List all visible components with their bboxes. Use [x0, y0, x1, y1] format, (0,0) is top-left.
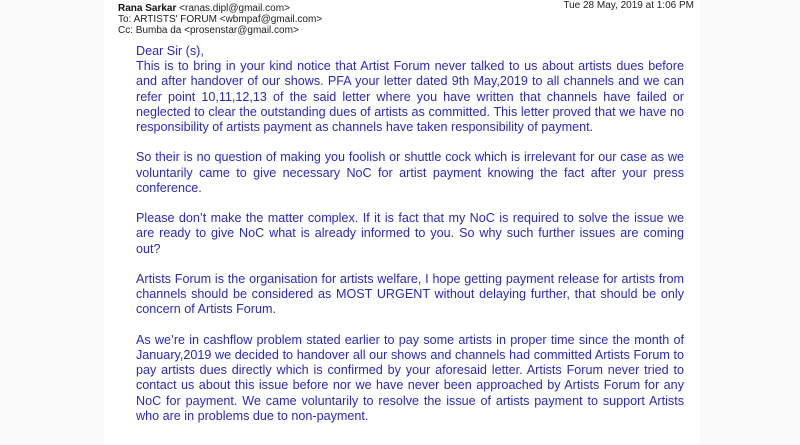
email-date: Tue 28 May, 2019 at 1:06 PM — [563, 0, 694, 11]
sender-name: Rana Sarkar — [118, 3, 177, 14]
sender-address: <ranas.dipl@gmail.com> — [179, 3, 290, 14]
right-margin — [696, 0, 800, 445]
paragraph-5: As we’re in cashflow problem stated earlier to pay some artists in proper time since the month of January,2019 we decided to handover all our shows and channels had committed Artists Forum to pay artists dues directly which is confirmed by your aforesaid letter. Artists Forum never tried to contact us about this issue before nor we have never been approached by Artists Forum for any NoC for payment. We came voluntarily to resolve the issue of artists payment to support Artists who are in problems due to non-payment. — [136, 332, 684, 423]
to-line: To: ARTISTS' FORUM <wbmpaf@gmail.com> — [118, 14, 323, 25]
email-document — [104, 0, 700, 445]
paragraph-1: This is to bring in your kind notice that Artist Forum never talked to us about artists dues before and after handover of our shows. PFA your letter dated 9th May,2019 to all channels and we can refer point 10,11,12,13 of the said letter where you have written that channels have failed or neglected to clear the outstanding dues of artists as committed. This letter proved that we have no responsibility of artists payment as channels have taken responsibility of payment. — [136, 59, 684, 135]
paragraph-2: So their is no question of making you foolish or shuttle cock which is irrelevant for our case as we voluntarily came to give necessary NoC for artist payment knowing the fact after your press conference. — [136, 150, 684, 195]
cc-line: Cc: Bumba da <prosenstar@gmail.com> — [118, 25, 299, 36]
email-body — [136, 44, 684, 439]
paragraph-3: Please don’t make the matter complex. If it is fact that my NoC is required to solve the issue we are ready to give NoC what is already informed to you. So why such further issues are coming out? — [136, 211, 684, 256]
paragraph-4: Artists Forum is the organisation for artists welfare, I hope getting payment release for artists from channels should be considered as MOST URGENT without delaying further, that should be only concern of Artists Forum. — [136, 272, 684, 317]
salutation: Dear Sir (s), — [136, 44, 204, 58]
left-margin — [0, 0, 104, 445]
